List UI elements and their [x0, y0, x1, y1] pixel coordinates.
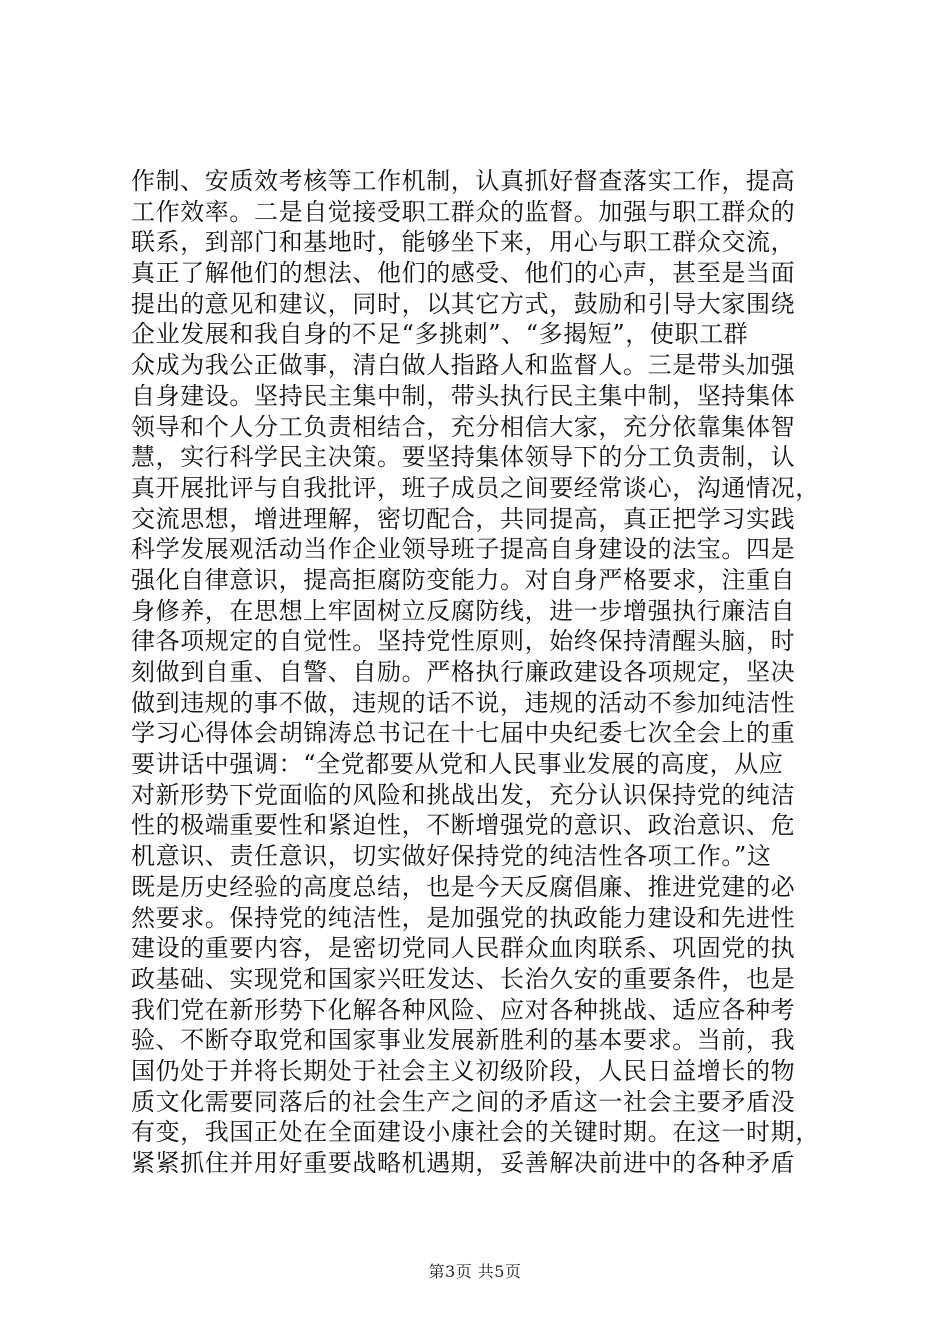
- text-line: 机意识、责任意识，切实做好保持党的纯洁性各项工作。”这: [131, 842, 772, 871]
- text-line: 然要求。保持党的纯洁性，是加强党的执政能力建设和先进性: [131, 903, 796, 932]
- text-line: 众成为我公正做事，清白做人指路人和监督人。三是带头加强: [131, 351, 796, 380]
- text-line: 刻做到自重、自警、自励。严格执行廉政建设各项规定，坚决: [131, 658, 796, 686]
- text-line: 性的极端重要性和紧迫性，不断增强党的意识、政治意识、危: [131, 811, 796, 840]
- text-line: 验、不断夺取党和国家事业发展新胜利的基本要求。当前，我: [131, 1026, 796, 1055]
- text-line: 企业发展和我自身的不足“多挑刺”、“多揭短”，使职工群: [131, 320, 749, 349]
- text-line: 对新形势下党面临的风险和挑战出发，充分认识保持党的纯洁: [131, 780, 796, 809]
- text-line: 强化自律意识，提高拒腐防变能力。对自身严格要求，注重自: [131, 565, 796, 594]
- text-line: 真开展批评与自我批评，班子成员之间要经常谈心，沟通情况，: [131, 473, 820, 502]
- text-line: 质文化需要同落后的社会生产之间的矛盾这一社会主要矛盾没: [131, 1087, 796, 1116]
- text-line: 真正了解他们的想法、他们的感受、他们的心声，甚至是当面: [131, 259, 796, 288]
- text-line: 我们党在新形势下化解各种风险、应对各种挑战、适应各种考: [131, 995, 796, 1024]
- text-line: 有变，我国正处在全面建设小康社会的关键时期。在这一时期，: [131, 1118, 820, 1147]
- text-line: 联系，到部门和基地时，能够坐下来，用心与职工群众交流，: [131, 228, 796, 257]
- text-line: 政基础、实现党和国家兴旺发达、长治久安的重要条件，也是: [131, 964, 796, 993]
- text-line: 建设的重要内容，是密切党同人民群众血肉联系、巩固党的执: [131, 934, 796, 963]
- text-line: 领导和个人分工负责相结合，充分相信大家，充分依靠集体智: [131, 412, 796, 441]
- text-line: 工作效率。二是自觉接受职工群众的监督。加强与职工群众的: [131, 197, 796, 226]
- text-line: 国仍处于并将长期处于社会主义初级阶段，人民日益增长的物: [131, 1056, 796, 1085]
- text-line: 身修养，在思想上牢固树立反腐防线，进一步增强执行廉洁自: [131, 596, 796, 625]
- text-line: 既是历史经验的高度总结，也是今天反腐倡廉、推进党建的必: [131, 872, 796, 901]
- text-line: 慧，实行科学民主决策。要坚持集体领导下的分工负责制，认: [131, 443, 796, 472]
- text-line: 要讲话中强调：“全党都要从党和人民事业发展的高度，从应: [131, 750, 784, 779]
- text-line: 作制、安质效考核等工作机制，认真抓好督查落实工作，提高: [131, 167, 796, 195]
- text-line: 做到违规的事不做，违规的话不说，违规的活动不参加纯洁性: [131, 688, 796, 717]
- text-line: 科学发展观活动当作企业领导班子提高自身建设的法宝。四是: [131, 535, 796, 564]
- text-line: 自身建设。坚持民主集中制，带头执行民主集中制，坚持集体: [131, 381, 796, 410]
- body-text: [131, 166, 831, 1179]
- page-footer: 第3页 共5页: [428, 1262, 522, 1281]
- text-line: 学习心得体会胡锦涛总书记在十七届中央纪委七次全会上的重: [131, 719, 796, 748]
- text-line: 律各项规定的自觉性。坚持党性原则，始终保持清醒头脑，时: [131, 627, 796, 656]
- text-line: 交流思想，增进理解，密切配合，共同提高，真正把学习实践: [131, 504, 796, 533]
- text-line: 紧紧抓住并用好重要战略机遇期，妥善解决前进中的各种矛盾: [131, 1149, 796, 1177]
- text-line: 提出的意见和建议，同时，以其它方式，鼓励和引导大家围绕: [131, 289, 796, 318]
